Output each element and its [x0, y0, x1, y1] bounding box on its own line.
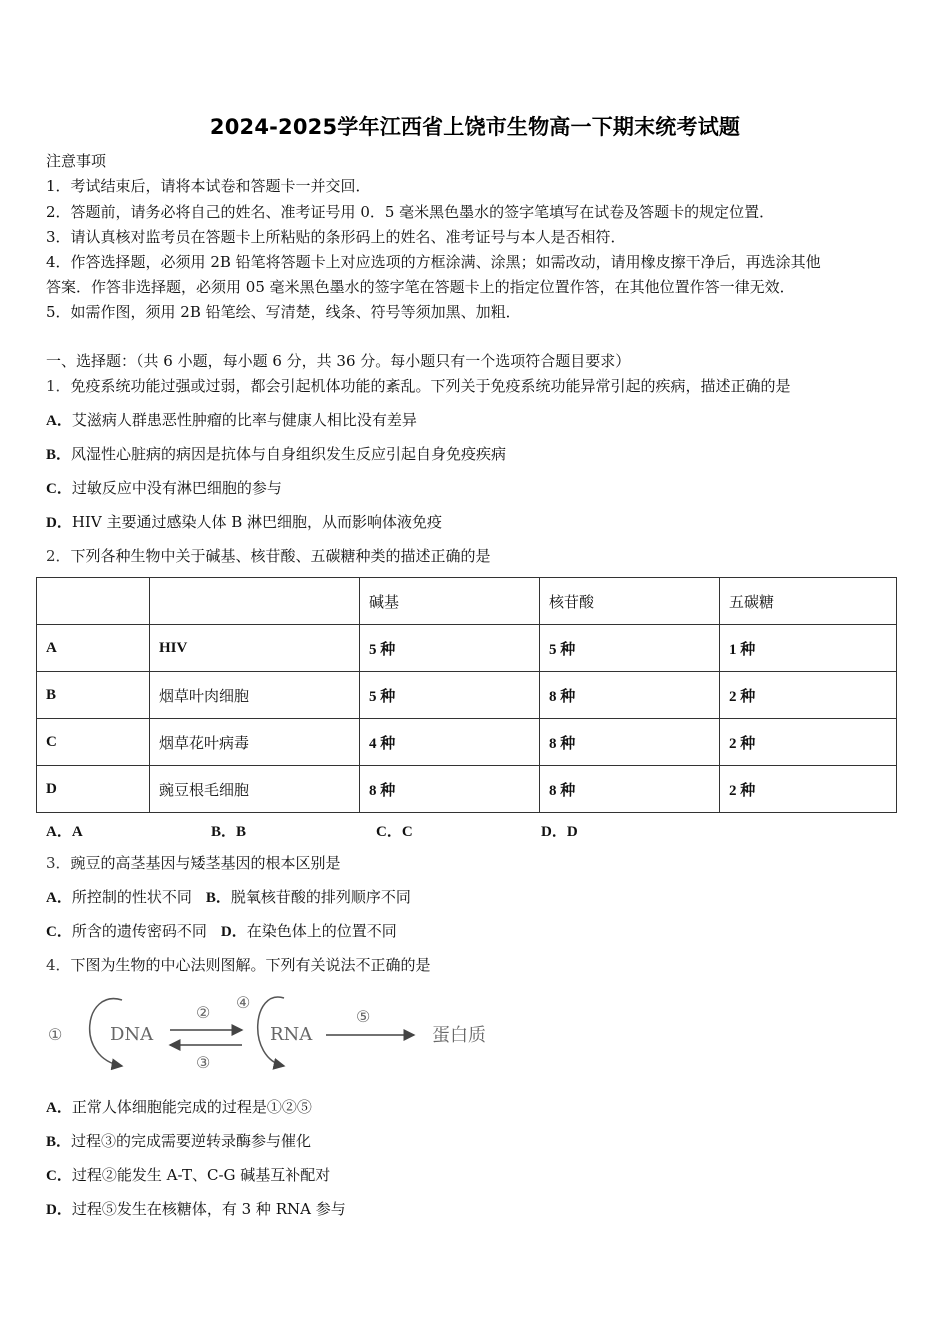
- row-label: B: [37, 672, 150, 719]
- q2-choice-b[interactable]: B．B: [211, 824, 247, 840]
- table-cell: 8 种: [360, 766, 540, 813]
- table-row: [37, 672, 897, 719]
- notice-item-5: 5．如需作图，须用 2B 铅笔绘、写清楚，线条、符号等须加黑、加粗．: [46, 303, 521, 321]
- process-4-label: ④: [236, 993, 251, 1012]
- table-cell: 5 种: [360, 672, 540, 719]
- process-5-label: ⑤: [356, 1007, 371, 1026]
- table-row: [37, 719, 897, 766]
- option-text: 风湿性心脏病的病因是抗体与自身组织发生反应引起自身免疫疾病: [71, 445, 507, 463]
- table-row: [37, 766, 897, 813]
- notice-heading: 注意事项: [46, 152, 107, 170]
- option-letter: D．: [46, 515, 72, 531]
- notice-item-4-cont: 答案．作答非选择题，必须用 05 毫米黑色墨水的签字笔在答题卡上的指定位置作答，在其他位置作答一律无效．: [46, 278, 795, 296]
- section-heading: 一、选择题：（共 6 小题，每小题 6 分，共 36 分。每小题只有一个选项符合题目要求）: [46, 352, 631, 370]
- bases-table: [36, 577, 897, 813]
- process-3-label: ③: [196, 1053, 211, 1072]
- q3-option-c[interactable]: [46, 922, 207, 940]
- row-label: C: [37, 719, 150, 766]
- question-number: 4．: [46, 956, 71, 974]
- notice-item-3: 3．请认真核对监考员在答题卡上所粘贴的条形码上的姓名、准考证号与本人是否相符．: [46, 228, 626, 246]
- question-stem: 下图为生物的中心法则图解。下列有关说法不正确的是: [70, 956, 431, 974]
- question-stem: 免疫系统功能过强或过弱，都会引起机体功能的紊乱。下列关于免疫系统功能异常引起的疾病，描述正确的是: [70, 377, 791, 395]
- option-text: 脱氧核苷酸的排列顺序不同: [230, 888, 411, 906]
- option-text: 过程⑤发生在核糖体，有 3 种 RNA 参与: [71, 1200, 346, 1218]
- q3-option-d[interactable]: [221, 922, 397, 940]
- row-label: A: [37, 625, 150, 672]
- question-stem: 下列各种生物中关于碱基、核苷酸、五碳糖种类的描述正确的是: [70, 547, 491, 565]
- option-text: 过敏反应中没有淋巴细胞的参与: [71, 479, 282, 497]
- central-dogma-diagram: [44, 988, 504, 1073]
- option-letter: C．: [46, 1168, 72, 1184]
- option-letter: B．: [205, 890, 231, 906]
- table-cell: 2 种: [720, 672, 897, 719]
- header-cell-pentose: 五碳糖: [720, 578, 897, 625]
- notice-item-1: 1．考试结束后，请将本试卷和答题卡一并交回．: [46, 177, 371, 195]
- organism-cell: 豌豆根毛细胞: [150, 766, 360, 813]
- organism-cell: 烟草叶肉细胞: [150, 672, 360, 719]
- q1-option-c[interactable]: [46, 478, 282, 499]
- header-cell: [150, 578, 360, 625]
- question-4: [46, 955, 431, 975]
- question-1: [46, 376, 791, 396]
- question-3: [46, 853, 341, 873]
- page-title: 2024-2025学年江西省上饶市生物高一下期末统考试题: [209, 115, 741, 139]
- option-letter: D．: [46, 1202, 72, 1218]
- q3-option-a[interactable]: [46, 888, 192, 906]
- option-text: 艾滋病人群患恶性肿瘤的比率与健康人相比没有差异: [71, 411, 417, 429]
- protein-label: 蛋白质: [432, 1025, 486, 1046]
- header-cell-bases: 碱基: [360, 578, 540, 625]
- option-letter: C．: [46, 481, 72, 497]
- rna-label: RNA: [270, 1024, 313, 1045]
- question-number: 3．: [46, 854, 71, 872]
- option-letter: A．: [46, 413, 72, 429]
- option-letter: A．: [46, 890, 72, 906]
- q3-options-cd: [46, 921, 397, 942]
- table-cell: 8 种: [540, 766, 720, 813]
- question-stem: 豌豆的高茎基因与矮茎基因的根本区别是: [70, 854, 341, 872]
- organism-cell: HIV: [150, 625, 360, 672]
- dna-label: DNA: [110, 1024, 154, 1045]
- q1-option-b[interactable]: [46, 444, 506, 465]
- option-letter: C．: [46, 924, 72, 940]
- table-cell: 5 种: [540, 625, 720, 672]
- q2-choice-a[interactable]: A．A: [46, 824, 83, 840]
- table-row: [37, 625, 897, 672]
- option-letter: B．: [46, 447, 72, 463]
- process-1-label: ①: [48, 1025, 63, 1044]
- q3-option-b[interactable]: [206, 888, 411, 906]
- table-cell: 5 种: [360, 625, 540, 672]
- q4-option-d[interactable]: [46, 1199, 346, 1220]
- row-label: D: [37, 766, 150, 813]
- q1-option-d[interactable]: [46, 512, 442, 533]
- notice-item-2: 2．答题前，请务必将自己的姓名、准考证号用 0．5 毫米黑色墨水的签字笔填写在试卷及答题卡的规定位置．: [46, 203, 775, 221]
- q4-option-b[interactable]: [46, 1131, 311, 1152]
- option-text: 过程③的完成需要逆转录酶参与催化: [71, 1132, 312, 1150]
- table-header-row: [37, 578, 897, 625]
- process-2-label: ②: [196, 1003, 211, 1022]
- question-number: 2．: [46, 547, 71, 565]
- header-cell: [37, 578, 150, 625]
- q1-option-a[interactable]: [46, 410, 417, 431]
- header-cell-nucleotides: 核苷酸: [540, 578, 720, 625]
- table-cell: 8 种: [540, 672, 720, 719]
- notice-item-4: 4．作答选择题，必须用 2B 铅笔将答题卡上对应选项的方框涂满、涂黑；如需改动，请用橡皮擦干净后，再选涂其他: [46, 253, 821, 271]
- option-text: 所控制的性状不同: [71, 888, 192, 906]
- table-cell: 2 种: [720, 766, 897, 813]
- option-text: 正常人体细胞能完成的过程是①②⑤: [71, 1098, 312, 1116]
- option-text: HIV 主要通过感染人体 B 淋巴细胞，从而影响体液免疫: [71, 513, 443, 531]
- option-text: 在染色体上的位置不同: [246, 922, 397, 940]
- question-2: [46, 546, 491, 566]
- q4-option-a[interactable]: [46, 1097, 312, 1118]
- organism-cell: 烟草花叶病毒: [150, 719, 360, 766]
- option-letter: A．: [46, 1100, 72, 1116]
- table-cell: 4 种: [360, 719, 540, 766]
- q2-choice-c[interactable]: C．C: [376, 824, 413, 840]
- table-cell: 1 种: [720, 625, 897, 672]
- option-text: 过程②能发生 A-T、C-G 碱基互补配对: [71, 1166, 331, 1184]
- q4-option-c[interactable]: [46, 1165, 330, 1186]
- option-text: 所含的遗传密码不同: [71, 922, 207, 940]
- question-number: 1．: [46, 377, 71, 395]
- q2-choice-d[interactable]: D．D: [541, 824, 578, 840]
- q3-options-ab: [46, 887, 411, 908]
- option-letter: D．: [220, 924, 247, 940]
- option-letter: B．: [46, 1134, 72, 1150]
- table-cell: 8 种: [540, 719, 720, 766]
- table-cell: 2 种: [720, 719, 897, 766]
